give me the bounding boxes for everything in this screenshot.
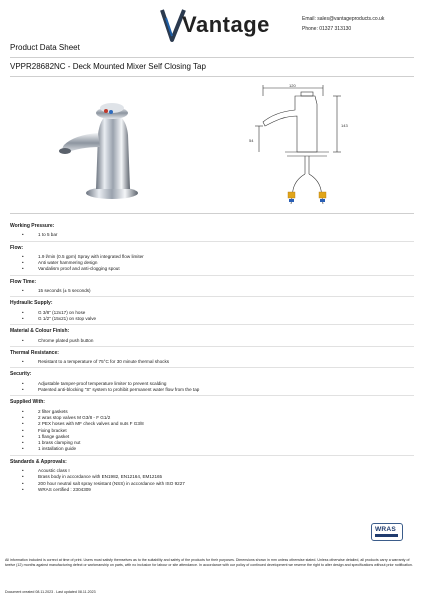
list-item: • Anti water hammering design	[10, 260, 414, 266]
divider	[10, 241, 414, 242]
wras-stripe	[375, 534, 398, 537]
list-item: • Resistant to a temperature of 75°C for 30 minute thermal shocks	[10, 359, 414, 365]
section-title: Flow:	[10, 244, 24, 251]
divider	[10, 395, 414, 396]
dim-spout-height: 54	[249, 138, 254, 143]
divider	[10, 346, 414, 347]
list-item: • G 3/8" (12x17) on hose	[10, 310, 414, 316]
product-heading: VPPR28682NC - Deck Mounted Mixer Self Closing Tap	[10, 62, 206, 71]
section-title: Standards & Approvals:	[10, 458, 67, 465]
disclaimer: All information included is correct at time of print. Users must satisfy themselves as to the suitability and safety of the products for their purposes. Dimensions shown in mm unless otherwise stated. Unless otherwise detailed, all products carry a warranty of twelve (12) months against manufacturing defect or workmanship on parts, with no inclusion for labour or site attendance. In accordance with our policy of continued development we reserve the right to alter design and specifications without prior notification.	[5, 558, 413, 567]
list-item: • Patented anti-blocking "S" system to prohibit permanent water flow from the tap	[10, 387, 414, 393]
technical-drawing	[245, 82, 355, 212]
section-title: Security:	[10, 371, 32, 378]
list-item: • 1.9 l/min (0.5 gpm) Spray with integrated flow limiter	[10, 254, 414, 260]
divider	[10, 367, 414, 368]
list-item: • G 1/2" (15x21) on stop valve	[10, 316, 414, 322]
page-title: Product Data Sheet	[10, 43, 80, 52]
dim-width: 120	[289, 83, 296, 88]
section-title: Supplied With:	[10, 399, 45, 406]
document-dates: Document created 08.11.2023 . Last updated 08.11.2023	[5, 590, 96, 594]
list-item: • 1 flange gasket	[10, 434, 414, 440]
specifications	[10, 218, 414, 495]
section-title: Hydraulic Supply:	[10, 300, 53, 307]
section-list	[10, 468, 414, 493]
section-title: Flow Time:	[10, 278, 37, 285]
phone-line: Phone: 01327 313130	[302, 26, 352, 32]
section-title: Working Pressure:	[10, 223, 55, 229]
list-item: • 1 to 5 bar	[10, 232, 414, 238]
section-list	[10, 381, 414, 394]
list-item: • 2 wras stop valves M G3/8 - F G1/2	[10, 415, 414, 421]
list-item: • Chrome plated push button	[10, 338, 414, 344]
footer	[0, 558, 424, 600]
brand-name: Vantage	[182, 12, 270, 37]
section-title: Material & Colour Finish:	[10, 328, 70, 335]
list-item: • 1 installation guide	[10, 446, 414, 452]
section-title: Thermal Resistance:	[10, 349, 59, 356]
section-list	[10, 409, 414, 453]
section-list	[10, 338, 414, 344]
divider	[10, 76, 414, 77]
list-item: • Adjustable tamper-proof temperature limiter to prevent scalding	[10, 381, 414, 387]
list-item: • WRAS certified : 2304309	[10, 487, 414, 493]
list-item: • Brass body in accordance with EN1982, EN12164, EM12165	[10, 474, 414, 480]
list-item: • Acoustic class I	[10, 468, 414, 474]
wras-label: WRAS	[375, 526, 396, 533]
product-photo	[40, 85, 170, 205]
list-item: • 2 PEX hoses with MF check valves and nuts F G3/8	[10, 421, 414, 427]
dim-total-height: 143	[341, 123, 348, 128]
list-item: • 200 hour neutral salt spray resistant (NSS) in accordance with ISO 9227	[10, 481, 414, 487]
list-item: • Vandalism proof and anti-clogging spout	[10, 266, 414, 272]
list-item: • Fixing bracket	[10, 428, 414, 434]
section-list	[10, 359, 414, 365]
list-item: • 15 seconds (± 5 seconds)	[10, 288, 414, 294]
divider	[10, 455, 414, 456]
divider	[10, 57, 414, 58]
wras-approved-logo	[371, 523, 403, 541]
divider	[10, 275, 414, 276]
section-list	[10, 310, 414, 323]
section-list	[10, 254, 414, 273]
divider	[10, 296, 414, 297]
email-line: Email: sales@vantageproducts.co.uk	[302, 16, 385, 22]
divider	[10, 324, 414, 325]
section-list	[10, 232, 414, 238]
divider	[10, 213, 414, 214]
list-item: • 1 brass clamping nut	[10, 440, 414, 446]
contact-block	[302, 14, 384, 34]
list-item: • 2 filter gaskets	[10, 409, 414, 415]
section-list	[10, 288, 414, 294]
